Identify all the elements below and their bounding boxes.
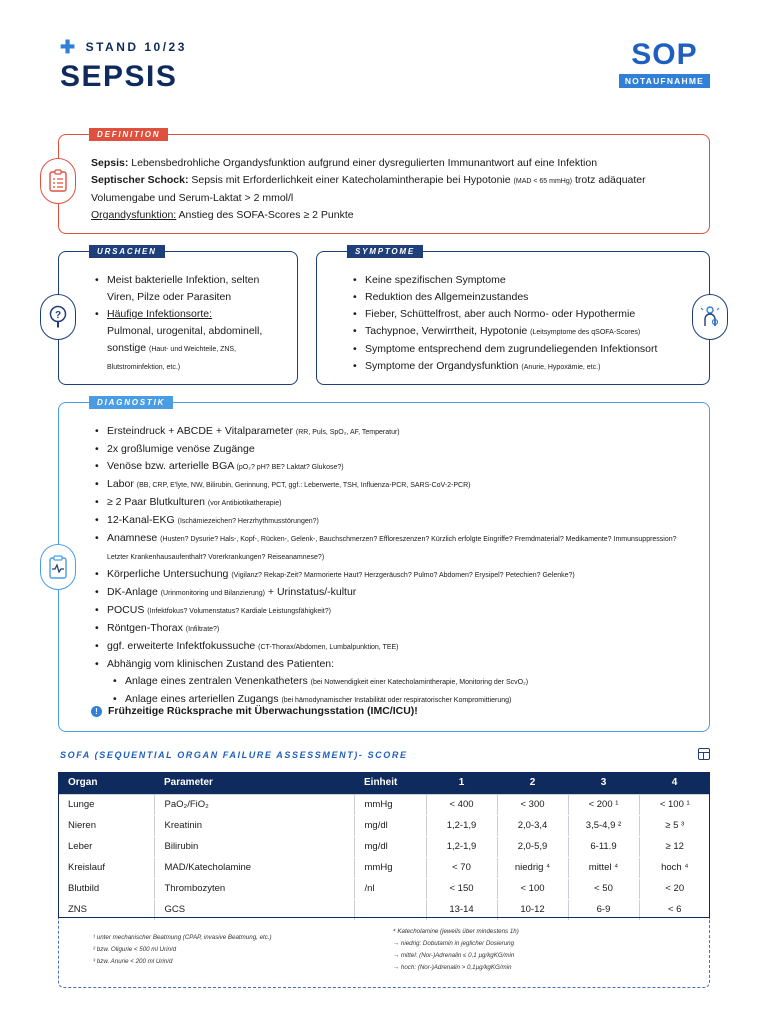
table-cell: PaO₂/FiO₂ (154, 794, 354, 815)
table-cell: < 100 (497, 878, 568, 899)
sofa-footnotes (58, 918, 710, 988)
diagnostik-tag: DIAGNOSTIK (89, 396, 173, 409)
symptome-box (316, 247, 710, 385)
table-row (58, 815, 710, 836)
table-cell: MAD/Katecholamine (154, 857, 354, 878)
definition-text (91, 155, 695, 224)
list-item: • Anlage eines zentralen Venenkatheters (bei Notwendigkeit einer Katecholamintherapie, Monitoring der ScvO₂) (113, 673, 697, 691)
symptome-tag: SYMPTOME (347, 245, 423, 258)
table-cell: hoch ⁴ (639, 857, 710, 878)
col-header: Parameter (154, 772, 354, 794)
list-item: • Abhängig vom klinischen Zustand des Patienten: (95, 656, 697, 673)
list-item: • Symptome entsprechend dem zugrundeliegenden Infektionsort (353, 341, 669, 358)
table-row (58, 878, 710, 899)
table-cell: 1,2-1,9 (426, 836, 497, 857)
col-header: 4 (639, 772, 710, 794)
list-item: • Körperliche Untersuchung (Vigilanz? Rekap-Zeit? Marmorierte Haut? Herzgeräusch? Pulmo? Abdomen? Erysipel? Petechien? Gelenke?) (95, 566, 697, 584)
col-header: 3 (568, 772, 639, 794)
footnote: ² bzw. Oligurie < 500 ml Urin/d (93, 946, 177, 953)
footnotes-right (393, 926, 519, 974)
footnote: → niedrig: Dobutamin in jeglicher Dosierung (393, 940, 515, 947)
table-cell: ZNS (58, 899, 154, 920)
table-cell: 10-12 (497, 899, 568, 920)
table-cell: mg/dl (354, 815, 426, 836)
table-cell: niedrig ⁴ (497, 857, 568, 878)
footnote: ³ bzw. Anurie < 200 ml Urin/d (93, 958, 173, 965)
table-cell: GCS (154, 899, 354, 920)
table-cell: ≥ 12 (639, 836, 710, 857)
table-cell (354, 899, 426, 920)
table-cell: < 50 (568, 878, 639, 899)
diagnostik-box (58, 398, 710, 732)
col-header: Organ (58, 772, 154, 794)
symptome-list (353, 272, 669, 376)
list-item: • Reduktion des Allgemeinzustandes (353, 289, 669, 306)
list-item: • DK-Anlage (Urinmonitoring und Bilanzierung) + Urinstatus/-kultur (95, 584, 697, 602)
organ-label: Organdysfunktion: (91, 209, 177, 221)
footnote: → hoch: (Nor-)Adrenalin > 0,1µg/kgKG/min (393, 964, 512, 971)
footnote: → mittel: (Nor-)Adrenalin ≤ 0,1 µg/kgKG/min (393, 952, 515, 959)
table-cell: < 300 (497, 794, 568, 815)
plus-icon: ✚ (60, 37, 78, 57)
sepsis-text: Lebensbedrohliche Organdysfunktion aufgrund einer dysregulierten Immunantwort auf eine Infektion (128, 157, 598, 169)
table-header-row (58, 772, 710, 794)
sofa-table (58, 772, 710, 921)
list-item: • Fieber, Schüttelfrost, aber auch Normo- oder Hypothermie (353, 306, 669, 323)
diagnostik-note: ! Frühzeitige Rücksprache mit Überwachungsstation (IMC/ICU)! (91, 705, 418, 717)
table-row (58, 836, 710, 857)
sop-logo (619, 40, 710, 88)
definition-tag: DEFINITION (89, 128, 168, 141)
list-item: • Labor (BB, CRP, E'lyte, NW, Bilirubin, Gerinnung, PCT, ggf.: Leberwerte, TSH, Influenza-PCR, SARS-CoV-2-PCR) (95, 476, 697, 494)
stand-label: STAND 10/23 (85, 40, 187, 54)
sofa-title: SOFA (SEQUENTIAL ORGAN FAILURE ASSESSMENT)- SCORE (60, 750, 408, 760)
sepsis-label: Sepsis: (91, 157, 129, 169)
table-cell: < 6 (639, 899, 710, 920)
footnotes-left (93, 932, 272, 968)
diagnostik-list (95, 423, 697, 709)
list-item: • 12-Kanal-EKG (Ischämiezeichen? Herzrhythmusstörungen?) (95, 512, 697, 530)
list-item: • 2x großlumige venöse Zugänge (95, 441, 697, 458)
col-header: 1 (426, 772, 497, 794)
page-header (60, 38, 187, 94)
list-item: • Anamnese (Husten? Dysurie? Hals-, Kopf-, Rücken-, Gelenk-, Bauchschmerzen? Effloreszenzen? Kürzlich erfolgte Eingriffe? Fremdmaterial? Medikamente? Immunsuppression? Letzter Krankenhausaufenthalt? Vorerkrankungen? Reiseanamnese?) (95, 530, 697, 566)
table-cell: mittel ⁴ (568, 857, 639, 878)
ursachen-tag: URSACHEN (89, 245, 165, 258)
col-header: 2 (497, 772, 568, 794)
ursachen-list (95, 272, 289, 376)
table-cell: < 20 (639, 878, 710, 899)
person-virus-icon (692, 294, 728, 340)
info-icon: ! (91, 706, 102, 717)
list-item: • Röntgen-Thorax (Infiltrate?) (95, 620, 697, 638)
footnote: ⁴ Katecholamine (jeweils über mindestens 1h) (393, 928, 519, 935)
list-item: • Tachypnoe, Verwirrtheit, Hypotonie (Leitsymptome des qSOFA-Scores) (353, 323, 669, 341)
list-item: • Häufige Infektionsorte: Pulmonal, urogenital, abdominell, sonstige (Haut- und Weichteile, ZNS, Blutstrominfektion, etc.) (95, 306, 289, 376)
table-cell: < 200 ¹ (568, 794, 639, 815)
checklist-icon (40, 158, 76, 204)
list-item: • ≥ 2 Paar Blutkulturen (vor Antibiotikatherapie) (95, 494, 697, 512)
table-cell: 13-14 (426, 899, 497, 920)
table-cell: Bilirubin (154, 836, 354, 857)
organ-text: Anstieg des SOFA-Scores ≥ 2 Punkte (176, 209, 354, 221)
table-cell: /nl (354, 878, 426, 899)
svg-text:?: ? (54, 310, 62, 321)
ursachen-box (58, 247, 298, 385)
shock-label: Septischer Schock: (91, 174, 189, 186)
table-row (58, 794, 710, 815)
table-cell: < 400 (426, 794, 497, 815)
list-item: • Venöse bzw. arterielle BGA (pO₂? pH? BE? Laktat? Glukose?) (95, 458, 697, 476)
table-cell: 6-11.9 (568, 836, 639, 857)
table-cell: 1,2-1,9 (426, 815, 497, 836)
table-row (58, 899, 710, 920)
logo-subtitle: NOTAUFNAHME (619, 74, 710, 88)
question-magnifier-icon (40, 294, 76, 340)
list-item: • Meist bakterielle Infektion, selten Viren, Pilze oder Parasiten (95, 272, 289, 306)
table-cell: Thrombozyten (154, 878, 354, 899)
table-cell: mg/dl (354, 836, 426, 857)
list-item: • Anlage eines arteriellen Zugangs (bei hämodynamischer Instabilität oder respiratorischer Kompromittierung) (113, 691, 697, 709)
table-cell: Nieren (58, 815, 154, 836)
stand-line (60, 38, 187, 56)
footnote: ¹ unter mechanischer Beatmung (CPAP, invasive Beatmung, etc.) (93, 934, 272, 941)
table-cell: 3,5-4,9 ² (568, 815, 639, 836)
table-cell: Blutbild (58, 878, 154, 899)
table-row (58, 857, 710, 878)
table-cell: Leber (58, 836, 154, 857)
table-cell: mmHg (354, 794, 426, 815)
table-cell: Kreislauf (58, 857, 154, 878)
list-item: • ggf. erweiterte Infektfokussuche (CT-Thorax/Abdomen, Lumbalpunktion, TEE) (95, 638, 697, 656)
table-cell: 6-9 (568, 899, 639, 920)
table-cell: < 70 (426, 857, 497, 878)
col-header: Einheit (354, 772, 426, 794)
table-cell: Lunge (58, 794, 154, 815)
logo-text: SOP (631, 38, 698, 71)
table-cell: ≥ 5 ³ (639, 815, 710, 836)
clipboard-pulse-icon (40, 544, 76, 590)
table-cell: mmHg (354, 857, 426, 878)
page-title: SEPSIS (60, 60, 178, 93)
table-icon (698, 748, 710, 760)
list-item: • POCUS (Infektfokus? Volumenstatus? Kardiale Leistungsfähigkeit?) (95, 602, 697, 620)
table-cell: < 150 (426, 878, 497, 899)
shock-text: Sepsis mit Erforderlichkeit einer Katecholamintherapie bei Hypotonie (188, 174, 514, 186)
list-item: • Keine spezifischen Symptome (353, 272, 669, 289)
list-item: • Symptome der Organdysfunktion (Anurie, Hypoxämie, etc.) (353, 358, 669, 376)
list-item: • Ersteindruck + ABCDE + Vitalparameter (RR, Puls, SpO₂, AF, Temperatur) (95, 423, 697, 441)
table-cell: 2,0-3,4 (497, 815, 568, 836)
table-cell: < 100 ¹ (639, 794, 710, 815)
shock-text2: trotz adäquater Volumengabe und Serum-Laktat > 2 mmol/l (91, 174, 646, 204)
definition-box (58, 130, 710, 234)
table-cell: 2,0-5,9 (497, 836, 568, 857)
table-cell: Kreatinin (154, 815, 354, 836)
shock-small: (MAD < 65 mmHg) (513, 178, 573, 185)
